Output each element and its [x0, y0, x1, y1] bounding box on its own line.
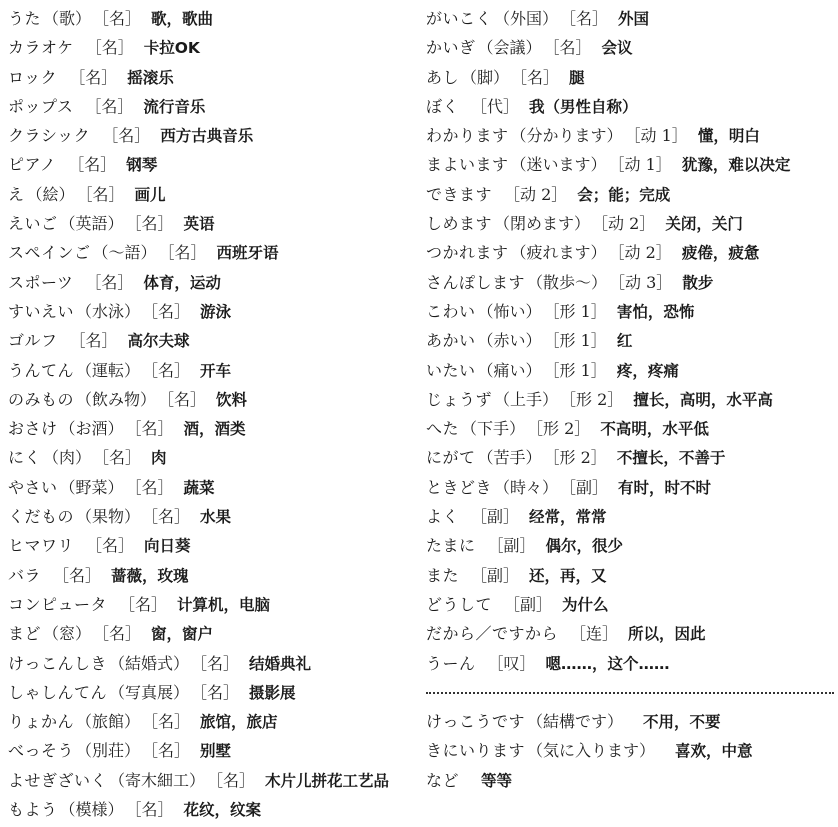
- vocab-kanji: （結構です）: [527, 712, 624, 732]
- vocab-word: うんてん: [8, 360, 75, 380]
- vocab-meaning: 散步: [682, 273, 714, 292]
- vocab-word: しゃしんてん: [8, 682, 108, 702]
- vocab-meaning: 不擅长，不善于: [616, 449, 726, 468]
- vocab-word: わかります: [426, 126, 509, 146]
- vocab-entry: [8, 356, 413, 385]
- vocab-part-of-speech: ［名］: [69, 67, 118, 87]
- vocab-meaning: 窗，窗户: [151, 625, 214, 644]
- vocab-part-of-speech: ［名］: [150, 507, 191, 527]
- vocab-entry: [8, 121, 413, 150]
- vocab-meaning: 花纹，纹案: [183, 801, 262, 820]
- vocab-kanji: （散歩～）: [527, 272, 608, 292]
- vocab-word: バラ: [8, 565, 42, 585]
- vocab-meaning: 木片儿拼花工艺品: [265, 771, 390, 790]
- vocab-part-of-speech: ［名］: [101, 624, 142, 644]
- vocab-entry: [426, 180, 834, 209]
- vocab-kanji: （英語）: [59, 214, 124, 234]
- vocab-word: だから／ですから: [426, 624, 559, 644]
- vocab-entry: [426, 63, 834, 92]
- vocab-kanji: （痛い）: [477, 360, 542, 380]
- vocab-word: ポップス: [8, 96, 74, 116]
- vocab-meaning: 计算机，电脑: [177, 595, 271, 614]
- vocab-entry: [8, 707, 413, 736]
- vocab-entry: [8, 385, 413, 414]
- vocab-entry: [426, 736, 834, 765]
- vocab-part-of-speech: ［名］: [215, 770, 256, 790]
- vocab-meaning: 高尔夫球: [127, 332, 190, 351]
- vocab-meaning: 不高明，水平低: [600, 420, 709, 439]
- vocab-word: どうして: [426, 594, 493, 614]
- vocab-meaning: 饮料: [216, 390, 248, 409]
- vocab-entry: [8, 33, 413, 62]
- vocab-part-of-speech: ［名］: [133, 800, 174, 820]
- vocab-part-of-speech: ［名］: [101, 9, 142, 28]
- vocab-part-of-speech: ［副］: [471, 565, 520, 585]
- vocab-part-of-speech: ［名］: [85, 96, 134, 116]
- vocab-entry: [426, 385, 834, 414]
- vocab-meaning: 擅长，高明，水平高: [633, 390, 773, 409]
- vocab-word: あかい: [426, 331, 476, 351]
- vocab-kanji: （気に入ります）: [527, 741, 656, 761]
- vocab-kanji: （赤い）: [477, 331, 542, 351]
- vocab-part-of-speech: ［名］: [85, 38, 134, 58]
- vocab-part-of-speech: ［形 1］: [551, 301, 607, 321]
- vocab-meaning: 疼，疼痛: [616, 361, 679, 380]
- vocab-word: クラシック: [8, 126, 91, 146]
- vocab-word: へた: [426, 419, 460, 439]
- vocab-part-of-speech: ［动 1］: [632, 126, 688, 146]
- vocab-meaning: 犹豫，难以决定: [681, 156, 791, 175]
- vocab-entry: [426, 590, 834, 619]
- vocab-entry: [8, 795, 413, 824]
- vocab-meaning: 所以，因此: [628, 625, 706, 644]
- vocab-meaning: 向日葵: [144, 537, 191, 556]
- vocab-word: ピアノ: [8, 155, 57, 175]
- vocab-meaning: 结婚典礼: [249, 654, 312, 673]
- vocab-word: コンピュータ: [8, 594, 108, 614]
- vocab-word: など: [426, 770, 460, 790]
- vocab-meaning: 会；能；完成: [577, 185, 671, 204]
- vocab-word: べっそう: [8, 741, 75, 761]
- vocab-part-of-speech: ［形 2］: [551, 448, 607, 468]
- vocab-meaning: 腿: [569, 68, 585, 87]
- vocab-part-of-speech: ［形 2］: [535, 419, 591, 439]
- vocab-entry: [8, 473, 413, 502]
- vocab-entry: [8, 531, 413, 560]
- vocab-part-of-speech: ［副］: [504, 594, 553, 614]
- vocab-entry: [8, 561, 413, 590]
- vocab-part-of-speech: ［代］: [471, 96, 520, 116]
- vocab-word: まよいます: [426, 155, 509, 175]
- vocab-entry: [8, 268, 413, 297]
- vocab-entry: [8, 209, 413, 238]
- vocab-part-of-speech: ［连］: [570, 624, 619, 644]
- vocab-meaning: 还，再，又: [529, 566, 607, 585]
- vocab-entry: [426, 268, 834, 297]
- vocab-word: たまに: [426, 536, 476, 556]
- vocab-meaning: 歌，歌曲: [151, 10, 214, 28]
- vocab-kanji: （歌）: [43, 9, 92, 28]
- vocab-part-of-speech: ［动 3］: [617, 272, 673, 292]
- vocab-word: すいえい: [8, 301, 75, 321]
- vocab-part-of-speech: ［名］: [166, 243, 207, 263]
- vocab-kanji: （窓）: [43, 624, 92, 644]
- vocab-meaning: 偶尔，很少: [545, 537, 624, 556]
- vocab-part-of-speech: ［名］: [86, 536, 135, 556]
- vocab-part-of-speech: ［名］: [199, 682, 240, 702]
- vocab-kanji: （絵）: [26, 184, 75, 204]
- vocab-entry: [426, 150, 834, 179]
- vocab-part-of-speech: ［名］: [102, 126, 151, 146]
- vocab-meaning: 水果: [200, 508, 232, 527]
- vocab-kanji: （寄木細工）: [109, 770, 206, 790]
- vocab-word: しめます: [426, 214, 493, 234]
- vocab-entry: [426, 209, 834, 238]
- vocab-kanji: （脚）: [461, 67, 510, 87]
- vocab-part-of-speech: ［形 2］: [568, 389, 624, 409]
- vocab-part-of-speech: ［名］: [150, 301, 191, 321]
- vocab-meaning: 害怕，恐怖: [616, 302, 695, 321]
- vocab-part-of-speech: ［名］: [150, 360, 191, 380]
- vocab-word: うた: [8, 9, 42, 28]
- vocab-entry: [8, 326, 413, 355]
- vocab-entry: [426, 619, 834, 648]
- vocab-meaning: 我（男性自称）: [529, 97, 638, 116]
- vocab-kanji: （別荘）: [76, 741, 141, 761]
- vocab-word: きにいります: [426, 741, 526, 761]
- vocab-word: にがて: [426, 448, 476, 468]
- vocab-kanji: （水泳）: [76, 301, 141, 321]
- vocab-entry: [426, 502, 834, 531]
- vocab-entry: [8, 92, 413, 121]
- vocab-part-of-speech: ［名］: [150, 741, 191, 761]
- vocab-meaning: 疲倦，疲惫: [681, 244, 760, 263]
- vocab-kanji: （肉）: [43, 448, 92, 468]
- vocab-word: のみもの: [8, 389, 75, 409]
- vocab-word: ヒマワリ: [8, 536, 75, 556]
- vocabulary-column-left: [8, 4, 413, 824]
- vocab-meaning: 蔷薇，玫瑰: [111, 566, 189, 585]
- vocab-word: けっこんしき: [8, 653, 108, 673]
- vocab-meaning: 不用，不要: [643, 713, 721, 732]
- vocab-part-of-speech: ［叹］: [487, 653, 536, 673]
- vocab-meaning: 蔬菜: [183, 478, 215, 497]
- vocab-word: スポーツ: [8, 272, 74, 292]
- vocab-entry: [426, 531, 834, 560]
- vocab-part-of-speech: ［副］: [568, 477, 609, 497]
- vocab-kanji: （閉めます）: [494, 214, 591, 234]
- vocab-entry: [426, 414, 834, 443]
- vocab-entry: [426, 238, 834, 267]
- vocab-part-of-speech: ［名］: [150, 712, 191, 732]
- vocab-kanji: （下手）: [461, 419, 526, 439]
- vocab-part-of-speech: ［名］: [519, 67, 560, 87]
- vocab-part-of-speech: ［名］: [84, 184, 125, 204]
- vocab-entry: [8, 180, 413, 209]
- vocab-word: ぼく: [426, 96, 460, 116]
- vocab-word: かいぎ: [426, 38, 476, 58]
- vocab-entry: [426, 473, 834, 502]
- vocab-meaning: 肉: [151, 449, 167, 468]
- vocab-part-of-speech: ［名］: [119, 594, 168, 614]
- vocab-word: できます: [426, 184, 493, 204]
- vocab-entry: [426, 443, 834, 472]
- vocab-word: がいこく: [426, 9, 493, 28]
- vocab-entry: [8, 678, 413, 707]
- vocab-entry: [426, 4, 834, 33]
- vocab-part-of-speech: ［名］: [68, 155, 117, 175]
- vocab-word: つかれます: [426, 243, 509, 263]
- vocab-word: こわい: [426, 301, 476, 321]
- vocab-kanji: （怖い）: [477, 301, 542, 321]
- vocab-word: おさけ: [8, 419, 58, 439]
- vocab-meaning: 喜欢，中意: [675, 742, 753, 761]
- vocab-kanji: （模様）: [59, 800, 124, 820]
- vocab-entry: [8, 238, 413, 267]
- vocab-entry: [8, 736, 413, 765]
- vocab-part-of-speech: ［名］: [166, 389, 207, 409]
- vocab-meaning: 流行音乐: [143, 97, 206, 116]
- vocab-word: カラオケ: [8, 38, 74, 58]
- vocab-word: よせぎざいく: [8, 770, 108, 790]
- vocab-part-of-speech: ［副］: [471, 507, 520, 527]
- vocab-part-of-speech: ［名］: [53, 565, 102, 585]
- vocab-meaning: 游泳: [200, 302, 232, 321]
- vocab-part-of-speech: ［副］: [487, 536, 536, 556]
- vocab-meaning: 西班牙语: [216, 244, 279, 263]
- vocab-part-of-speech: ［名］: [69, 331, 118, 351]
- vocab-word: えいご: [8, 214, 58, 234]
- vocab-word: けっこうです: [426, 712, 526, 732]
- vocab-kanji: （お酒）: [59, 419, 124, 439]
- vocab-meaning: 西方古典音乐: [160, 127, 254, 146]
- dotted-divider: [426, 678, 834, 707]
- vocab-meaning: 别墅: [200, 742, 232, 761]
- vocab-meaning: 摄影展: [249, 683, 296, 702]
- vocab-word: ときどき: [426, 477, 493, 497]
- vocab-part-of-speech: ［名］: [568, 9, 609, 28]
- vocab-kanji: （外国）: [494, 9, 559, 28]
- vocab-entry: [8, 766, 413, 795]
- vocab-part-of-speech: ［名］: [133, 419, 174, 439]
- vocab-entry: [8, 590, 413, 619]
- vocab-part-of-speech: ［形 1］: [551, 360, 607, 380]
- vocabulary-column-right: [426, 4, 834, 795]
- vocab-meaning: 会议: [601, 39, 633, 58]
- vocab-meaning: 懂，明白: [697, 127, 760, 146]
- vocab-entry: [8, 619, 413, 648]
- vocab-kanji: （迷います）: [510, 155, 607, 175]
- vocab-word: もよう: [8, 800, 58, 820]
- vocab-kanji: （運転）: [76, 360, 141, 380]
- vocab-word: え: [8, 184, 25, 204]
- vocab-kanji: （疲れます）: [510, 243, 607, 263]
- vocab-kanji: （飲み物）: [76, 389, 157, 409]
- vocab-word: まど: [8, 624, 42, 644]
- vocab-meaning: 外国: [618, 10, 650, 28]
- vocab-meaning: 酒，酒类: [183, 420, 246, 439]
- vocab-word: じょうず: [426, 389, 493, 409]
- vocab-word: あし: [426, 67, 460, 87]
- vocab-entry: [426, 297, 834, 326]
- vocab-word: にく: [8, 448, 42, 468]
- vocab-entry: [8, 63, 413, 92]
- vocab-kanji: （野菜）: [59, 477, 124, 497]
- vocab-part-of-speech: ［动 1］: [616, 155, 672, 175]
- vocab-entry: [426, 561, 834, 590]
- vocab-meaning: 英语: [183, 215, 215, 234]
- vocab-word: くだもの: [8, 507, 75, 527]
- vocab-entry: [8, 443, 413, 472]
- vocab-kanji: （写真展）: [109, 682, 190, 702]
- vocab-word: ロック: [8, 67, 58, 87]
- vocab-kanji: （旅館）: [76, 712, 141, 732]
- vocab-entry: [8, 4, 413, 33]
- vocab-word: スペインご: [8, 243, 91, 263]
- vocab-meaning: 体育，运动: [143, 273, 221, 292]
- vocab-entry: [426, 356, 834, 385]
- vocab-word: また: [426, 565, 460, 585]
- vocab-entry: [8, 414, 413, 443]
- vocab-entry: [426, 649, 834, 678]
- vocab-part-of-speech: ［动 2］: [504, 184, 568, 204]
- vocab-part-of-speech: ［名］: [101, 448, 142, 468]
- vocab-meaning: 红: [616, 332, 633, 351]
- vocab-word: りょかん: [8, 712, 75, 732]
- vocab-part-of-speech: ［名］: [133, 477, 174, 497]
- vocab-kanji: （上手）: [494, 389, 559, 409]
- vocab-part-of-speech: ［形 1］: [551, 331, 607, 351]
- vocab-meaning: 开车: [200, 361, 232, 380]
- vocab-kanji: （苦手）: [477, 448, 542, 468]
- vocab-part-of-speech: ［名］: [551, 38, 592, 58]
- vocab-word: ゴルフ: [8, 331, 58, 351]
- vocab-meaning: 旅馆，旅店: [200, 713, 278, 732]
- vocab-meaning: 为什么: [562, 595, 609, 614]
- vocab-entry: [426, 707, 834, 736]
- vocab-entry: [426, 33, 834, 62]
- vocab-entry: [426, 121, 834, 150]
- vocab-part-of-speech: ［名］: [85, 272, 134, 292]
- vocab-meaning: 等等: [481, 771, 513, 790]
- vocab-meaning: 画儿: [134, 185, 166, 204]
- vocab-kanji: （結婚式）: [109, 653, 190, 673]
- vocab-word: うーん: [426, 653, 476, 673]
- vocab-entry: [8, 150, 413, 179]
- vocab-kanji: （分かります）: [510, 126, 623, 146]
- vocab-entry: [426, 766, 834, 795]
- vocab-entry: [8, 502, 413, 531]
- vocab-meaning: 经常，常常: [529, 508, 607, 527]
- vocab-part-of-speech: ［名］: [199, 653, 240, 673]
- vocab-word: やさい: [8, 477, 58, 497]
- vocab-kanji: （時々）: [494, 477, 559, 497]
- vocab-part-of-speech: ［动 2］: [600, 214, 656, 234]
- vocab-entry: [426, 92, 834, 121]
- vocab-part-of-speech: ［动 2］: [616, 243, 672, 263]
- vocab-meaning: 卡拉OK: [143, 39, 200, 58]
- vocab-meaning: 嗯……，这个……: [545, 654, 670, 673]
- vocab-meaning: 摇滚乐: [127, 68, 174, 87]
- vocab-word: よく: [426, 507, 460, 527]
- vocab-meaning: 关闭，关门: [665, 215, 743, 234]
- vocab-kanji: （～語）: [92, 243, 157, 263]
- vocab-word: さんぽします: [426, 272, 526, 292]
- vocab-word: いたい: [426, 360, 476, 380]
- vocab-kanji: （会議）: [477, 38, 542, 58]
- vocab-part-of-speech: ［名］: [133, 214, 174, 234]
- vocab-entry: [8, 297, 413, 326]
- vocab-kanji: （果物）: [76, 507, 141, 527]
- vocab-meaning: 钢琴: [126, 156, 158, 175]
- vocab-entry: [426, 326, 834, 355]
- vocab-meaning: 有时，时不时: [618, 478, 712, 497]
- vocab-entry: [8, 649, 413, 678]
